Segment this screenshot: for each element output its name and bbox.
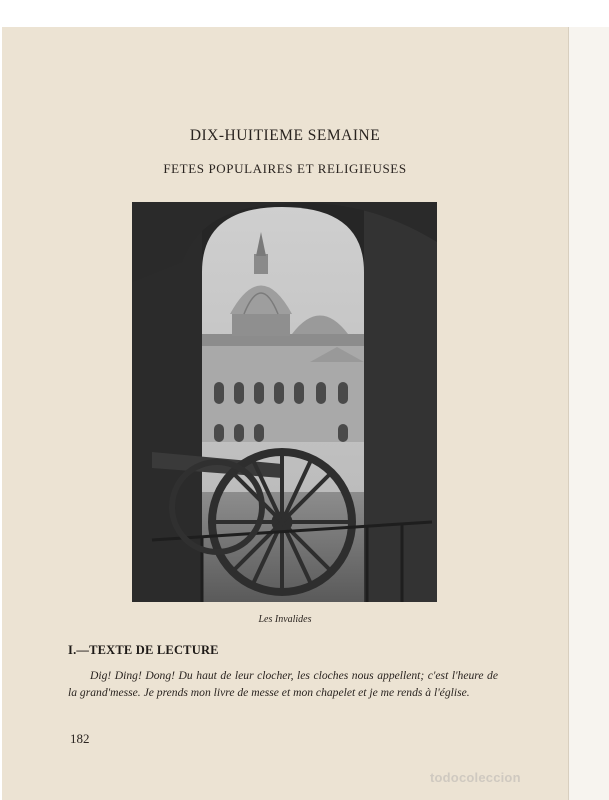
page-title: DIX-HUITIEME SEMAINE [189,127,381,144]
photo-caption: Les Invalides [258,614,312,625]
section-heading: I.—TEXTE DE LECTURE [68,643,219,657]
invalides-photo [132,202,437,602]
watermark-logo: todocoleccion [430,770,521,785]
page-number: 182 [70,731,90,746]
document-page [2,27,568,800]
page-subtitle: FETES POPULAIRES ET RELIGIEUSES [163,161,407,176]
photo-illustration [132,202,437,602]
reading-text: Dig! Ding! Dong! Du haut de leur clocher, les cloches nous appellent; c'est l'heure de la grand'messe. Je prends mon livre de messe et mon chapelet et je me rends à l'église. [68,669,498,699]
scan-background [568,27,609,800]
